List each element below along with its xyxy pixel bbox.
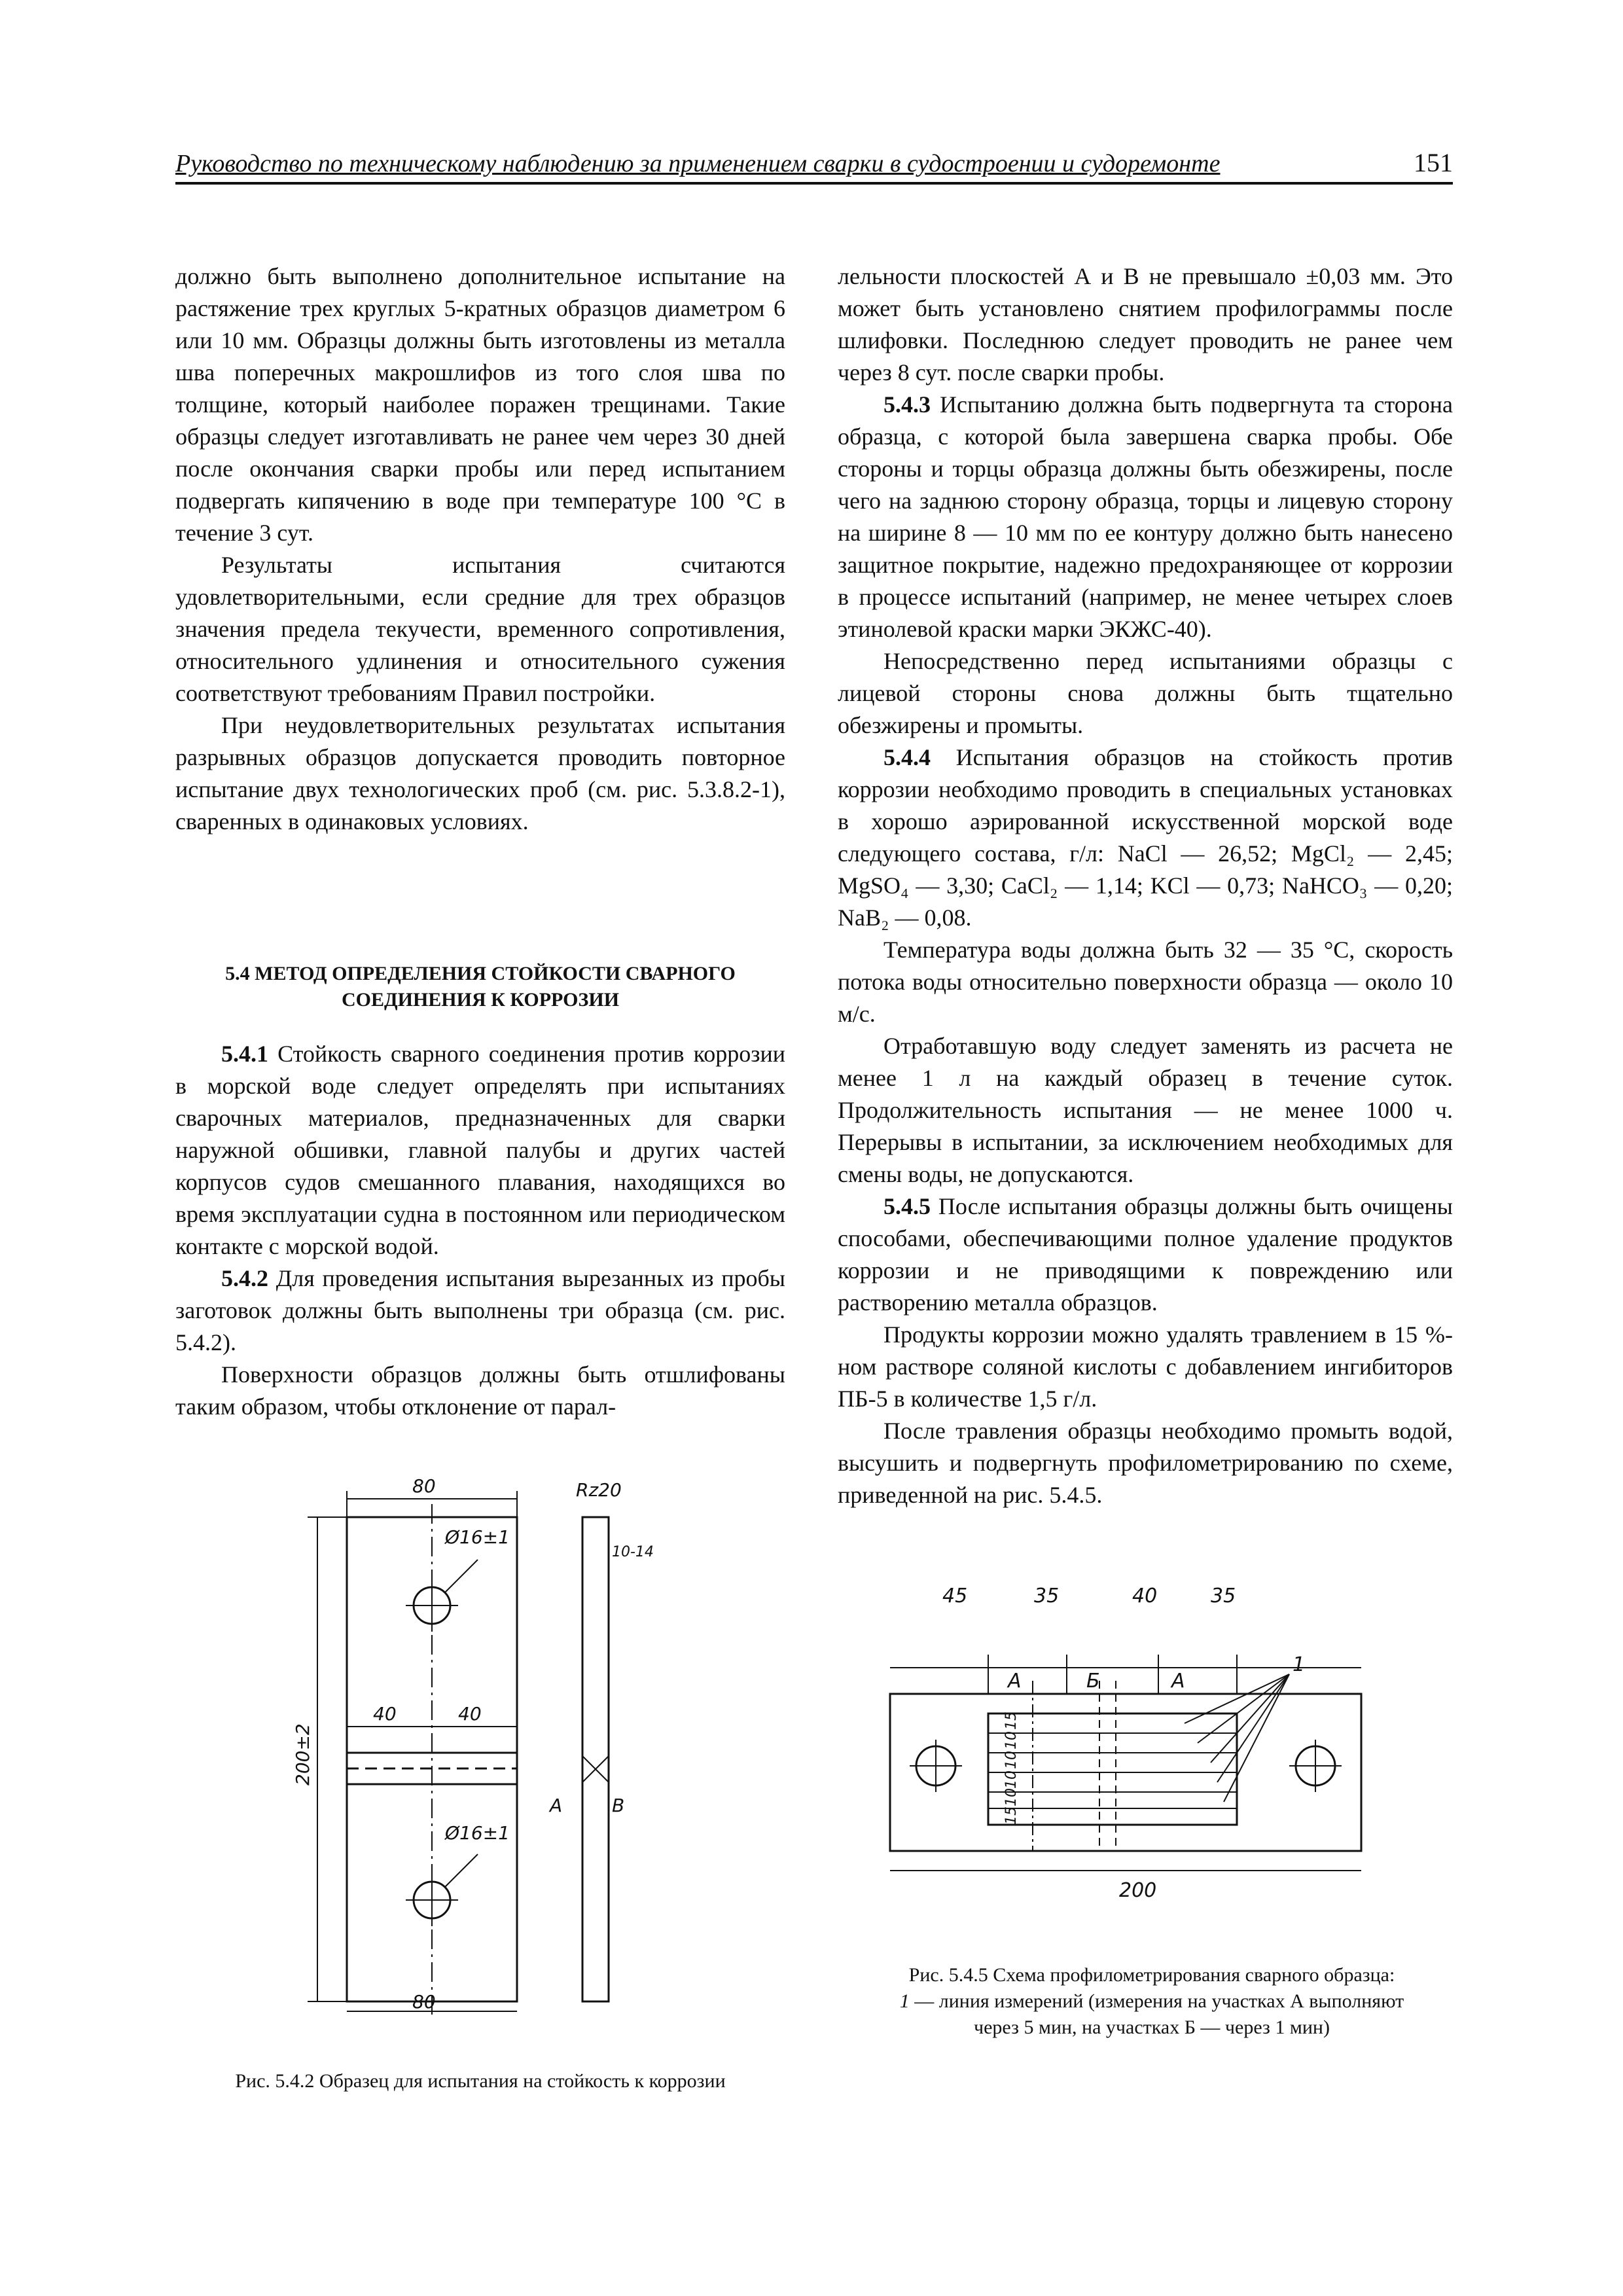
paragraph (838, 742, 1453, 934)
paragraph (838, 1191, 1453, 1319)
dim-label: 80 (412, 1475, 436, 1497)
caption-number: 1 (899, 1990, 910, 2012)
specimen-drawing (281, 1475, 654, 2021)
page-header (175, 145, 1453, 185)
running-title: Руководство по техническому наблюдению за применением сварки в судостроении и судоремонте (175, 150, 1221, 177)
caption-line: через 5 мин, на участках Б — через 1 мин) (974, 2017, 1330, 2038)
dim-label: 15 (1003, 1712, 1020, 1730)
paragraph (175, 1038, 785, 1263)
dim-label: Rz20 (576, 1479, 622, 1501)
dim-label: 35 (1211, 1585, 1236, 1607)
dim-label: 40 (1132, 1585, 1158, 1607)
zone-label: А (1008, 1670, 1022, 1693)
clause-number: 5.4.2 (221, 1265, 268, 1291)
dim-label: Ø16±1 (445, 1822, 510, 1844)
paragraph-text: Испытанию должна быть подвергнута та сторона образца, с которой была завершена сварка пробы. Обе стороны и торцы образца должны быть обезжирены, после чего на заднюю сторону образца, торцы и лицевую сторону на ширине 8 — 10 мм по ее контуру должно быть нанесено защитное покрытие, надежно предохраняющее от коррозии в процессе испытаний (например, не менее четырех слоев этинолевой краски марки ЭКЖС-40). (838, 391, 1453, 642)
left-column (175, 260, 785, 838)
dim-label: 35 (1034, 1585, 1060, 1607)
paragraph: При неудовлетворительных результатах испытания разрывных образцов допускается проводить повторное испытание двух технологических проб (см. рис. 5.3.8.2-1), сваренных в одинаковых условиях. (175, 712, 785, 834)
figure-caption: Рис. 5.4.2 Образец для испытания на стойкость к коррозии (235, 2070, 726, 2092)
paragraph-text: Для проведения испытания вырезанных из пробы заготовок должны быть выполнены три образца (см. рис. 5.4.2). (175, 1265, 785, 1355)
profilometry-scheme (870, 1583, 1394, 1949)
paragraph: Продукты коррозии можно удалять травлением в 15 %-ном растворе соляной кислоты с добавлением ингибиторов ПБ-5 в количестве 1,5 г/л. (838, 1321, 1453, 1412)
paragraph (838, 389, 1453, 645)
paragraph: После травления образцы необходимо промыть водой, высушить и подвергнуть профилометрированию по схеме, приведенной на рис. 5.4.5. (838, 1418, 1453, 1508)
dim-label: 40 (458, 1703, 482, 1725)
paragraph: лельности плоскостей А и В не превышало ±0,03 мм. Это может быть установлено снятием профилограммы после шлифовки. Последнюю следует проводить не ранее чем через 8 сут. после сварки пробы. (838, 263, 1453, 386)
clause-number: 5.4.3 (883, 391, 931, 418)
paragraph-text: Испытания образцов на стойкость против коррозии необходимо проводить в специальных установках в хорошо аэрированной искусственной морской воде следующего состава, г/л: NaCl — 26,52; MgCl₂ — 2,45; MgSO₄ — 3,30; CaCl₂ — 1,14; KCl — 0,73; NaHCO₃ — 0,20; NaB₂ — 0,08. (838, 744, 1453, 931)
paragraph: Непосредственно перед испытаниями образцы с лицевой стороны снова должны быть тщательно обезжирены и промыты. (838, 648, 1453, 738)
dim-label: 10 (1003, 1770, 1020, 1789)
dim-label: В (612, 1795, 625, 1816)
left-column-2 (175, 1038, 785, 1423)
zone-label: А (1171, 1670, 1185, 1693)
dim-label: 10-14 (612, 1544, 654, 1560)
section-title-line: 5.4 МЕТОД ОПРЕДЕЛЕНИЯ СТОЙКОСТИ СВАРНОГО (225, 963, 736, 984)
figure-caption (844, 1962, 1459, 2041)
paragraph-text: Стойкость сварного соединения против коррозии в морской воде следует определять при испытаниях сварочных материалов, предназначенных для сварки наружной обшивки, главной палубы и других частей корпусов судов смешанного плавания, находящихся во время эксплуатации судна в постоянном или периодическом контакте с морской водой. (175, 1041, 785, 1259)
clause-number: 5.4.4 (883, 744, 931, 770)
clause-number: 5.4.5 (883, 1193, 931, 1219)
dim-label: 10 (1003, 1788, 1020, 1806)
clause-number: 5.4.1 (221, 1041, 268, 1067)
caption-text: — линия измерений (измерения на участках А выполняют (909, 1990, 1404, 2012)
page-number: 151 (1414, 148, 1453, 177)
dim-label: 40 (373, 1703, 397, 1725)
zone-label: Б (1086, 1670, 1100, 1693)
paragraph: должно быть выполнено дополнительное испытание на растяжение трех круглых 5-кратных образцов диаметром 6 или 10 мм. Образцы должны быть изготовлены из металла шва поперечных макрошлифов из того слоя шва по толщине, который наиболее поражен трещинами. Такие образцы следует изготавливать не ранее чем через 30 дней после окончания сварки пробы или перед испытанием подвергать кипячению в воде при температуре 100 °C в течение 3 сут. (175, 263, 785, 546)
dim-label: 15 (1003, 1806, 1020, 1825)
section-title (175, 961, 785, 1013)
dim-label: 10 (1003, 1751, 1020, 1769)
dim-label: 200 (1119, 1879, 1157, 1902)
paragraph-text: После испытания образцы должны быть очищены способами, обеспечивающими полное удаление продуктов коррозии и не приводящими к повреждению или растворению металла образцов. (838, 1193, 1453, 1316)
dim-label: 45 (942, 1585, 968, 1607)
dim-label: 10 (1003, 1731, 1020, 1749)
paragraph: Результаты испытания считаются удовлетворительными, если средние для трех образцов значения предела текучести, временного сопротивления, относительного удлинения и относительного сужения соответствуют требованиям Правил постройки. (175, 552, 785, 706)
section-title-line: СОЕДИНЕНИЯ К КОРРОЗИИ (341, 989, 620, 1011)
dim-label: Ø16±1 (445, 1526, 510, 1548)
caption-line: Рис. 5.4.5 Схема профилометрирования сварного образца: (908, 1964, 1395, 1986)
paragraph: Поверхности образцов должны быть отшлифованы таким образом, чтобы отклонение от парал- (175, 1361, 785, 1420)
right-column (838, 260, 1453, 1511)
paragraph: Отработавшую воду следует заменять из расчета не менее 1 л на каждый образец в течение суток. Продолжительность испытания — не менее 1000 ч. Перерывы в испытании, за исключением необходимых для смены воды, не допускаются. (838, 1033, 1453, 1187)
leader-label: 1 (1293, 1653, 1306, 1676)
dim-label: 80 (412, 1991, 436, 2013)
dim-label: 200±2 (292, 1723, 313, 1785)
paragraph (175, 1263, 785, 1359)
paragraph: Температура воды должна быть 32 — 35 °C, скорость потока воды относительно поверхности образца — около 10 м/с. (838, 937, 1453, 1027)
dim-label: А (550, 1795, 563, 1816)
caption-line (844, 1988, 1459, 2015)
